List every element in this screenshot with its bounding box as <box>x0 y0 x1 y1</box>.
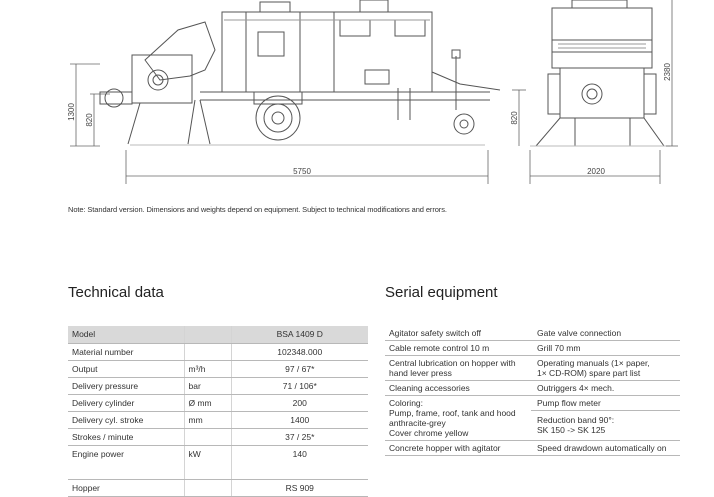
row-unit <box>184 343 231 360</box>
serial-text: Reduction band 90°: <box>537 415 615 425</box>
dim-height-front: 2380 <box>663 63 672 81</box>
table-row <box>68 411 368 428</box>
serial-row <box>385 381 680 396</box>
serial-text: Cover chrome yellow <box>389 428 469 438</box>
serial-item-left <box>385 441 531 456</box>
header-cell: Model <box>68 326 184 343</box>
row-value: 140 <box>231 445 368 479</box>
row-label: Delivery cylinder <box>68 394 184 411</box>
serial-text: Cable remote control 10 m <box>389 343 490 353</box>
technical-data-table <box>68 326 368 497</box>
row-unit: m³/h <box>184 360 231 377</box>
table-row <box>68 343 368 360</box>
row-label: Hopper <box>68 479 184 496</box>
serial-item-right <box>531 356 680 381</box>
serial-row <box>385 341 680 356</box>
table-header-row <box>68 326 368 343</box>
jockey-wheel <box>454 114 474 134</box>
row-unit <box>184 479 231 496</box>
row-value: 37 / 25* <box>231 428 368 445</box>
row-value: 102348.000 <box>231 343 368 360</box>
serial-item-left <box>385 356 531 381</box>
row-label: Strokes / minute <box>68 428 184 445</box>
dim-width: 2020 <box>587 167 605 176</box>
serial-item-left <box>385 326 531 341</box>
header-cell <box>184 326 231 343</box>
row-value: 97 / 67* <box>231 360 368 377</box>
serial-item-right <box>531 441 680 456</box>
header-cell: BSA 1409 D <box>231 326 368 343</box>
row-label: Material number <box>68 343 184 360</box>
dimensions-note: Note: Standard version. Dimensions and weights depend on equipment. Subject to technical modifications and errors. <box>68 205 447 214</box>
serial-row <box>385 356 680 381</box>
dim-height-total: 1300 <box>67 103 76 121</box>
row-unit: Ø mm <box>184 394 231 411</box>
serial-text: Gate valve connection <box>537 328 622 338</box>
serial-item-right <box>531 396 680 441</box>
table-row <box>68 394 368 411</box>
serial-text: Coloring: <box>389 398 424 408</box>
row-unit: bar <box>184 377 231 394</box>
table-row <box>68 360 368 377</box>
serial-item-right <box>531 381 680 396</box>
dim-height-left: 820 <box>85 113 94 127</box>
table-row <box>68 445 368 479</box>
serial-text: Pump flow meter <box>537 398 601 408</box>
serial-text: Operating manuals (1× paper, <box>537 358 650 368</box>
row-unit: kW <box>184 445 231 479</box>
dim-length: 5750 <box>293 167 311 176</box>
serial-item-left <box>385 341 531 356</box>
serial-text: hand lever press <box>389 368 452 378</box>
serial-equipment-title: Serial equipment <box>385 284 498 301</box>
serial-equipment-table <box>385 326 680 456</box>
serial-text: Agitator safety switch off <box>389 328 481 338</box>
table-row <box>68 479 368 496</box>
row-unit: mm <box>184 411 231 428</box>
serial-item-left <box>385 381 531 396</box>
serial-row <box>385 396 680 441</box>
serial-row <box>385 441 680 456</box>
table-row <box>68 428 368 445</box>
serial-text: Outriggers 4× mech. <box>537 383 615 393</box>
row-unit <box>184 428 231 445</box>
serial-text: Pump, frame, roof, tank and hood <box>389 408 516 418</box>
serial-text: Cleaning accessories <box>389 383 470 393</box>
technical-data-title: Technical data <box>68 284 164 301</box>
row-value: RS 909 <box>231 479 368 496</box>
serial-text: 1× CD-ROM) spare part list <box>537 368 641 378</box>
row-label: Delivery cyl. stroke <box>68 411 184 428</box>
serial-item-left <box>385 396 531 441</box>
serial-item-right <box>531 326 680 341</box>
hopper <box>145 22 215 80</box>
row-value: 1400 <box>231 411 368 428</box>
dim-height-right: 820 <box>510 111 519 125</box>
serial-text: anthracite-grey <box>389 418 446 428</box>
serial-text: Grill 70 mm <box>537 343 581 353</box>
row-value: 71 / 106* <box>231 377 368 394</box>
serial-text: Concrete hopper with agitator <box>389 443 501 453</box>
front-view-housing <box>552 8 652 68</box>
row-label: Delivery pressure <box>68 377 184 394</box>
serial-item-right <box>531 341 680 356</box>
engine-housing <box>222 12 432 92</box>
serial-row <box>385 326 680 341</box>
serial-text: SK 150 -> SK 125 <box>537 425 606 435</box>
serial-text: Central lubrication on hopper with <box>389 358 516 368</box>
row-label: Output <box>68 360 184 377</box>
serial-text: Speed drawdown automatically on <box>537 443 667 453</box>
wheel <box>256 96 300 140</box>
table-row <box>68 377 368 394</box>
row-label: Engine power <box>68 445 184 479</box>
machine-dimension-drawing <box>0 0 714 200</box>
row-value: 200 <box>231 394 368 411</box>
